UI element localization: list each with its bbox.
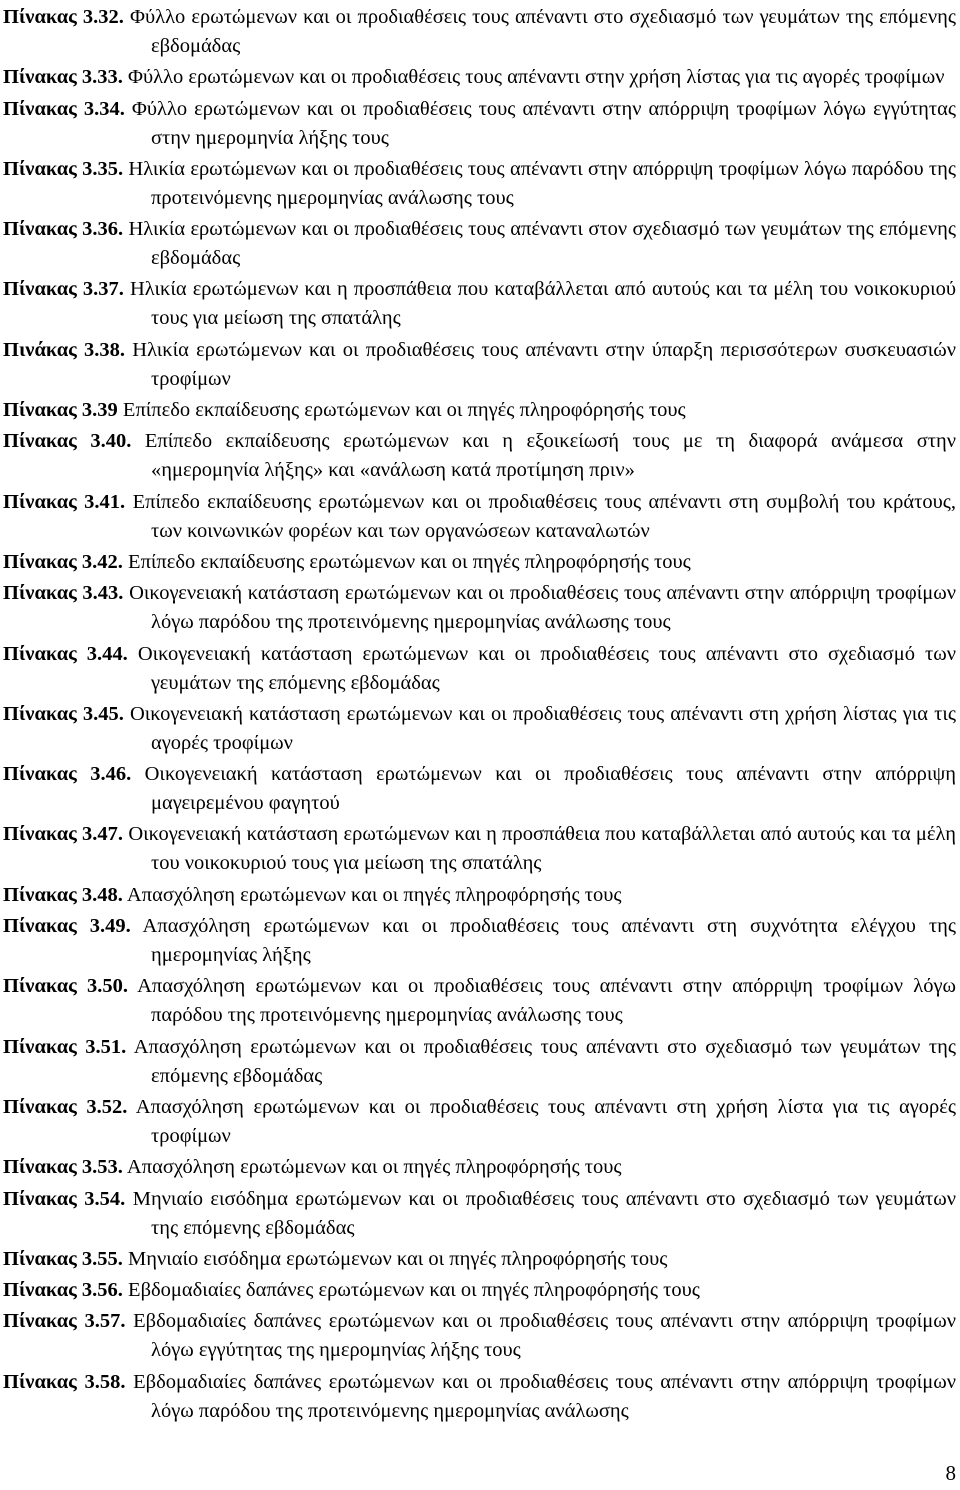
table-caption: Απασχόληση ερωτώμενων και οι προδιαθέσεις τους απέναντι στο σχεδιασμό των γευμάτων της επόμενης εβδομάδας — [133, 1035, 956, 1087]
toc-entry — [3, 275, 956, 333]
table-caption: Επίπεδο εκπαίδευσης ερωτώμενων και οι προδιαθέσεις τους απέναντι στη συμβολή του κράτους, των κοινωνικών φορέων και των οργανώσεων καταναλωτών — [132, 490, 957, 542]
toc-entry — [3, 63, 956, 92]
table-label: Πίνακας 3.32. — [3, 6, 124, 28]
toc-entry — [3, 1307, 956, 1365]
table-label: Πίνακας 3.44. — [3, 642, 128, 665]
toc-entry — [3, 1093, 956, 1151]
table-caption: Οικογενειακή κατάσταση ερωτώμενων και οι προδιαθέσεις τους απέναντι στο σχεδιασμό των γευμάτων της επόμενης εβδομάδας — [137, 642, 956, 694]
toc-entry — [3, 95, 956, 153]
toc-entry — [3, 396, 956, 425]
table-label: Πίνακας 3.37. — [3, 278, 124, 301]
table-caption: Επίπεδο εκπαίδευσης ερωτώμενων και οι πηγές πληροφόρησής τους — [122, 399, 686, 422]
table-label: Πίνακας 3.35. — [3, 157, 124, 180]
toc-entry — [3, 548, 956, 577]
table-label: Πίνακας 3.40. — [3, 430, 132, 453]
toc-entry — [3, 760, 956, 818]
table-caption: Ηλικία ερωτώμενων και οι προδιαθέσεις τους απέναντι στον σχεδιασμό των γευμάτων της επόμενης εβδομάδας — [128, 218, 957, 270]
table-caption: Οικογενειακή κατάσταση ερωτώμενων και οι προδιαθέσεις τους απέναντι στην απόρριψη μαγειρεμένου φαγητού — [144, 763, 956, 815]
table-label: Πίνακας 3.57. — [3, 1310, 126, 1333]
table-label: Πίνακας 3.34. — [3, 97, 125, 120]
toc-entry — [3, 579, 956, 637]
toc-entry — [3, 700, 956, 758]
table-label: Πίνακας 3.56. — [3, 1279, 123, 1302]
toc-entry — [3, 336, 956, 394]
table-label: Πίνακας 3.39 — [3, 399, 118, 422]
table-caption: Φύλλο ερωτώμενων και οι προδιαθέσεις τους απέναντι στην απόρριψη τροφίμων λόγω εγγύτητας στην ημερομηνία λήξης τους — [131, 97, 957, 149]
table-caption: Απασχόληση ερωτώμενων και οι προδιαθέσεις τους απέναντι στη συχνότητα ελέγχου της ημερομηνίας λήξης — [142, 915, 956, 967]
table-caption: Ηλικία ερωτώμενων και η προσπάθεια που καταβάλλεται από αυτούς και τα μέλη του νοικοκυριού τους για μείωση της σπατάλης — [130, 278, 957, 330]
table-caption: Επίπεδο εκπαίδευσης ερωτώμενων και οι πηγές πληροφόρησής τους — [128, 550, 691, 573]
toc-entry — [3, 1245, 956, 1274]
toc-entry — [3, 640, 956, 698]
table-label: Πίνακας 3.49. — [3, 915, 131, 938]
table-caption: Απασχόληση ερωτώμενων και οι προδιαθέσεις τους απέναντι στη χρήση λίστα για τις αγορές τροφίμων — [135, 1095, 956, 1147]
toc-entry — [3, 155, 956, 213]
toc-entry — [3, 1153, 956, 1182]
toc-entry — [3, 1276, 956, 1305]
table-caption: Εβδομαδιαίες δαπάνες ερωτώμενων και οι προδιαθέσεις τους απέναντι στην απόρριψη τροφίμων λόγω παρόδου της προτεινόμενης ημερομηνίας ανάλωσης — [133, 1370, 956, 1422]
table-label: Πινάκας 3.38. — [3, 338, 126, 361]
table-label: Πίνακας 3.46. — [3, 763, 132, 786]
table-label: Πίνακας 3.45. — [3, 702, 124, 725]
table-label: Πίνακας 3.48. — [3, 883, 123, 906]
table-label: Πίνακας 3.33. — [3, 66, 123, 89]
toc-entry — [3, 488, 956, 546]
table-label: Πίνακας 3.58. — [3, 1370, 126, 1393]
table-label: Πίνακας 3.55. — [3, 1247, 123, 1270]
table-caption: Απασχόληση ερωτώμενων και οι πηγές πληροφόρησής τους — [126, 883, 622, 906]
table-caption: Ηλικία ερωτώμενων και οι προδιαθέσεις τους απέναντι στην ύπαρξη περισσότερων συσκευασιών τροφίμων — [132, 338, 957, 390]
table-caption: Απασχόληση ερωτώμενων και οι προδιαθέσεις τους απέναντι στην απόρριψη τροφίμων λόγω παρόδου της προτεινόμενης ημερομηνίας ανάλωσης τους — [137, 975, 956, 1027]
table-caption: Απασχόληση ερωτώμενων και οι πηγές πληροφόρησής τους — [126, 1156, 622, 1179]
table-caption: Οικογενειακή κατάσταση ερωτώμενων και οι προδιαθέσεις τους απέναντι στη χρήση λίστας για τις αγορές τροφίμων — [129, 702, 957, 754]
toc-entry — [3, 912, 956, 970]
table-caption: Οικογενειακή κατάσταση ερωτώμενων και οι προδιαθέσεις τους απέναντι στην απόρριψη τροφίμων λόγω παρόδου της προτεινόμενης ημερομηνίας ανάλωσης τους — [129, 582, 956, 634]
page-number: 8 — [945, 1461, 956, 1485]
table-label: Πίνακας 3.51. — [3, 1035, 127, 1058]
table-label: Πίνακας 3.36. — [3, 218, 124, 241]
toc-entry — [3, 427, 956, 485]
table-caption: Μηνιαίο εισόδημα ερωτώμενων και οι προδιαθέσεις τους απέναντι στο σχεδιασμό των γευμάτων της επόμενης εβδομάδας — [132, 1187, 957, 1239]
toc-entry — [3, 881, 956, 910]
table-label: Πίνακας 3.43. — [3, 582, 124, 605]
table-caption: Οικογενειακή κατάσταση ερωτώμενων και η προσπάθεια που καταβάλλεται από αυτούς και τα μέλη του νοικοκυριού τους για μείωση της σπατάλης — [128, 823, 956, 875]
toc-entry — [3, 215, 956, 273]
table-label: Πίνακας 3.50. — [3, 975, 129, 998]
table-label: Πίνακας 3.54. — [3, 1187, 126, 1210]
table-label: Πίνακας 3.52. — [3, 1095, 128, 1118]
table-label: Πίνακας 3.41. — [3, 490, 126, 513]
table-label: Πίνακας 3.47. — [3, 823, 124, 846]
table-caption: Ηλικία ερωτώμενων και οι προδιαθέσεις τους απέναντι στην απόρριψη τροφίμων λόγω παρόδου της προτεινόμενης ημερομηνίας ανάλωσης τους — [128, 157, 956, 209]
table-caption: Μηνιαίο εισόδημα ερωτώμενων και οι πηγές πληροφόρησής τους — [128, 1247, 668, 1270]
toc-entry — [3, 1185, 956, 1243]
toc-entry — [3, 3, 956, 61]
table-caption: Φύλλο ερωτώμενων και οι προδιαθέσεις τους απέναντι στο σχεδιασμό των γευμάτων της επόμενης εβδομάδας — [130, 6, 956, 57]
toc-entry — [3, 1033, 956, 1091]
table-label: Πίνακας 3.42. — [3, 550, 123, 573]
toc-entry — [3, 820, 956, 878]
table-of-tables — [3, 3, 956, 1428]
toc-entry — [3, 1368, 956, 1426]
table-caption: Εβδομαδιαίες δαπάνες ερωτώμενων και οι πηγές πληροφόρησής τους — [128, 1279, 700, 1302]
table-caption: Επίπεδο εκπαίδευσης ερωτώμενων και η εξοικείωσή τους με τη διαφορά ανάμεσα στην «ημερομηνία λήξης» και «ανάλωση κατά προτίμηση πριν» — [144, 430, 956, 482]
toc-entry — [3, 972, 956, 1030]
table-caption: Εβδομαδιαίες δαπάνες ερωτώμενων και οι προδιαθέσεις τους απέναντι στην απόρριψη τροφίμων λόγω εγγύτητας της ημερομηνίας λήξης τους — [133, 1310, 956, 1362]
table-caption: Φύλλο ερωτώμενων και οι προδιαθέσεις τους απέναντι στην χρήση λίστας για τις αγορές τροφίμων — [128, 66, 945, 89]
table-label: Πίνακας 3.53. — [3, 1156, 123, 1179]
